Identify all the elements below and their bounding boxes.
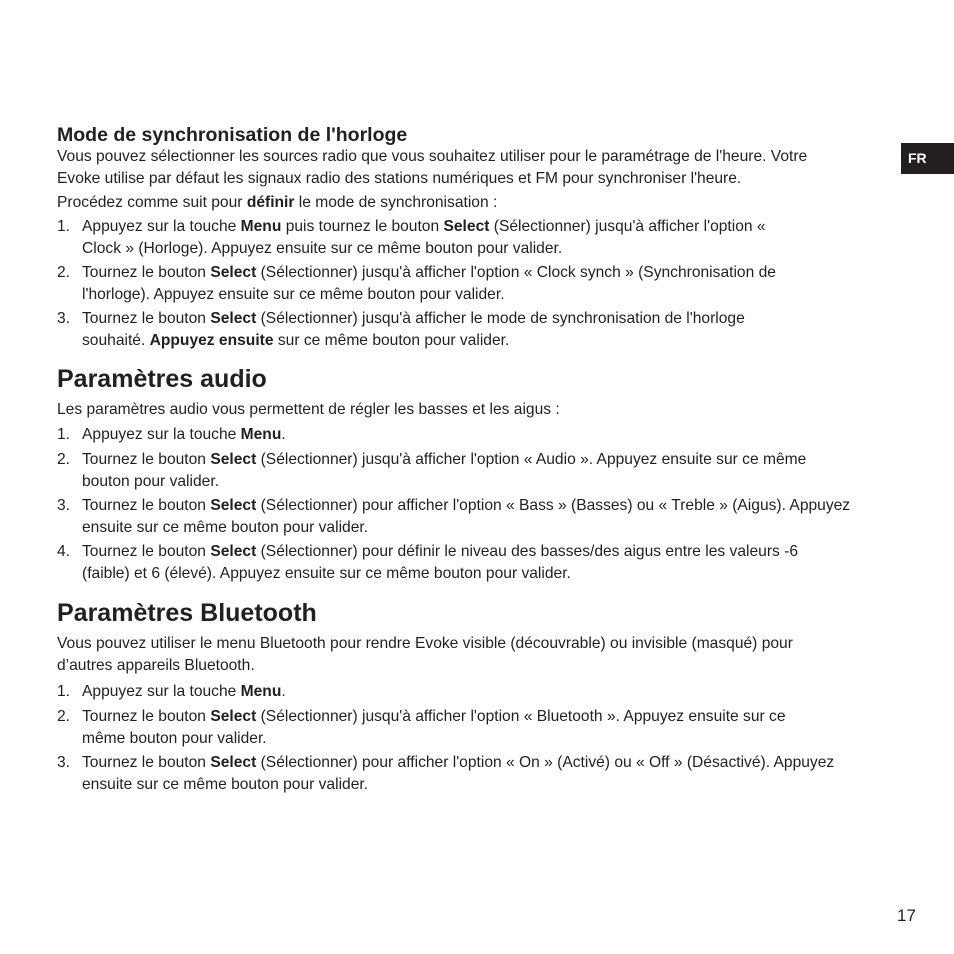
audio-steps (57, 424, 897, 585)
bluetooth-intro: Vous pouvez utiliser le menu Bluetooth pour rendre Evoke visible (découvrable) ou invisible (masqué) pour d’autres appareils Bluetooth. (57, 635, 793, 674)
list-item: 2. Tournez le bouton Select (Sélectionner) jusqu'à afficher l'option « Clock synch » (Synchronisation de l'horloge). Appuyez ensuite sur ce même bouton pour valider. (57, 264, 776, 303)
clock-intro: Vous pouvez sélectionner les sources radio que vous souhaitez utiliser pour le paramétrage de l'heure. Votre Evoke utilise par défaut les signaux radio des stations numériques et FM pour synchroniser l'heure. (57, 148, 808, 187)
list-item: 3. Tournez le bouton Select (Sélectionner) pour afficher l'option « On » (Activé) ou « Off » (Désactivé). Appuyez ensuite sur ce même bouton pour valider. (57, 754, 835, 793)
bluetooth-steps (57, 681, 897, 796)
page-number: 17 (897, 906, 916, 925)
clock-procedure: Procédez comme suit pour définir le mode de synchronisation : (57, 194, 498, 211)
list-item: 3. Tournez le bouton Select (Sélectionner) jusqu'à afficher le mode de synchronisation de l'horloge souhaité. Appuyez ensuite sur ce même bouton pour valider. (57, 310, 745, 349)
list-item: 2. Tournez le bouton Select (Sélectionner) jusqu'à afficher l'option « Audio ». Appuyez ensuite sur ce même bouton pour valider. (57, 451, 807, 490)
clock-sync-heading: Mode de synchronisation de l'horloge (57, 124, 408, 146)
list-item: 2. Tournez le bouton Select (Sélectionner) jusqu'à afficher l'option « Bluetooth ». Appuyez ensuite sur ce même bouton pour valider. (57, 708, 786, 747)
audio-heading: Paramètres audio (57, 365, 267, 393)
audio-intro: Les paramètres audio vous permettent de régler les basses et les aigus : (57, 401, 560, 418)
list-item: 1. Appuyez sur la touche Menu puis tournez le bouton Select (Sélectionner) jusqu'à afficher l'option « Clock » (Horloge). Appuyez ensuite sur ce même bouton pour valider. (57, 218, 766, 257)
list-item: 3. Tournez le bouton Select (Sélectionner) pour afficher l'option « Bass » (Basses) ou « Treble » (Aigus). Appuyez ensuite sur ce même bouton pour valider. (57, 497, 851, 536)
bluetooth-heading: Paramètres Bluetooth (57, 599, 317, 627)
list-item: 4. Tournez le bouton Select (Sélectionner) pour définir le niveau des basses/des aigus entre les valeurs -6 (faible) et 6 (élevé). Appuyez ensuite sur ce même bouton pour valider. (57, 543, 799, 582)
language-tab: FR (901, 143, 954, 174)
manual-page (57, 124, 897, 796)
clock-steps (57, 216, 897, 352)
list-item: 1. Appuyez sur la touche Menu. (57, 683, 286, 700)
list-item: 1. Appuyez sur la touche Menu. (57, 426, 286, 443)
